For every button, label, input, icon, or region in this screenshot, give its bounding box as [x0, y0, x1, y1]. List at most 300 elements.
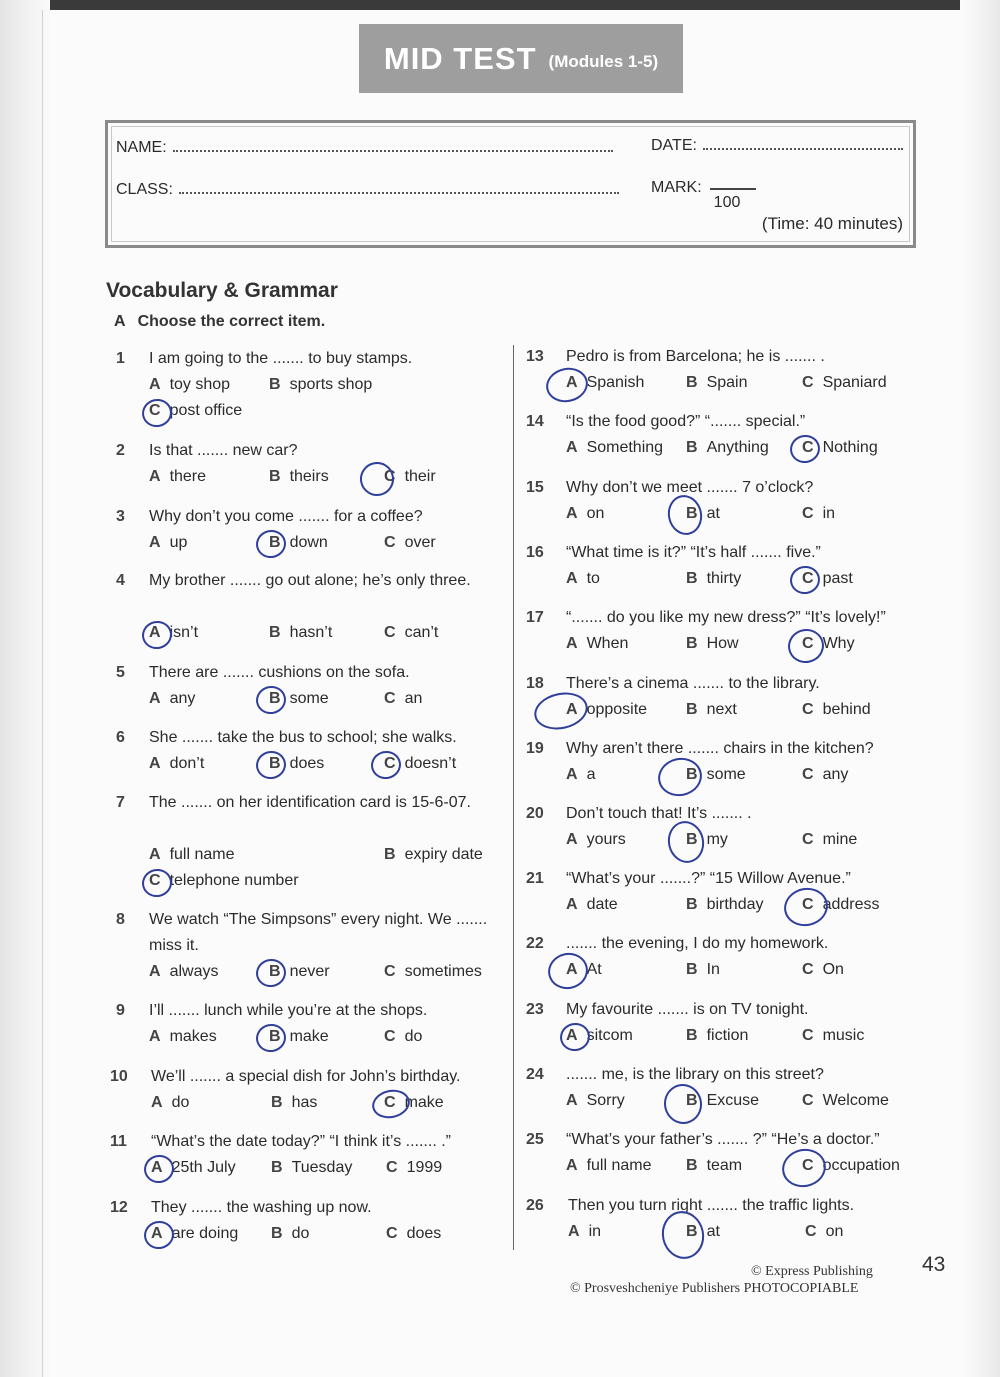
option-text: past: [822, 570, 853, 587]
option-letter: C: [802, 766, 814, 783]
question-text: Why aren’t there ....... chairs in the kitchen?: [566, 740, 874, 757]
option-a[interactable]: [566, 892, 618, 918]
option-text: are doing: [171, 1225, 239, 1242]
option-c[interactable]: [802, 501, 835, 527]
option-text: does: [289, 755, 325, 772]
option-text: do: [171, 1094, 190, 1111]
option-text: Spanish: [586, 374, 645, 391]
option-letter: A: [151, 1225, 163, 1242]
option-b[interactable]: [686, 697, 737, 723]
option-text: Why: [822, 635, 855, 652]
option-b[interactable]: [271, 1090, 317, 1116]
question-26: [526, 1193, 926, 1247]
question-number: 24: [526, 1066, 544, 1083]
question-text: “What’s the date today?” “I think it’s ....... .”: [151, 1133, 451, 1150]
option-text: down: [289, 534, 328, 551]
option-letter: C: [802, 374, 814, 391]
option-letter: C: [384, 1028, 396, 1045]
option-text: some: [289, 690, 329, 707]
option-text: in: [588, 1223, 602, 1240]
question-24: [526, 1062, 926, 1116]
option-text: don’t: [169, 755, 205, 772]
option-letter: B: [686, 831, 698, 848]
question-10: [110, 1064, 506, 1118]
option-text: yours: [586, 831, 626, 848]
question-number: 17: [526, 609, 544, 626]
question-text: ....... me, is the library on this street?: [566, 1066, 824, 1083]
option-letter: B: [686, 1223, 698, 1240]
option-letter: A: [566, 1092, 578, 1109]
option-text: do: [404, 1028, 423, 1045]
question-number: 2: [116, 442, 125, 459]
option-letter: C: [802, 1027, 814, 1044]
option-letter: C: [384, 468, 396, 485]
question-number: 23: [526, 1001, 544, 1018]
option-letter: A: [149, 846, 161, 863]
option-text: team: [706, 1157, 743, 1174]
question-number: 13: [526, 348, 544, 365]
option-text: isn’t: [169, 624, 199, 641]
question-15: [526, 475, 926, 529]
option-letter: A: [568, 1223, 580, 1240]
publisher-credit: © Express Publishing: [751, 1264, 873, 1279]
option-letter: B: [271, 1094, 283, 1111]
name-label: NAME:: [116, 139, 167, 156]
option-text: In: [706, 961, 720, 978]
date-row: [651, 137, 903, 155]
option-letter: A: [151, 1159, 163, 1176]
question-9: [116, 998, 506, 1052]
mark-label: MARK:: [651, 179, 702, 196]
question-text: Is that ....... new car?: [149, 442, 298, 459]
option-letter: B: [686, 766, 698, 783]
question-text: Don’t touch that! It’s ....... .: [566, 805, 752, 822]
option-c[interactable]: [802, 957, 844, 983]
question-number: 10: [110, 1068, 128, 1085]
option-letter: A: [566, 439, 578, 456]
option-letter: B: [686, 1027, 698, 1044]
scan-edge-top: [0, 0, 1000, 10]
question-17: [526, 605, 926, 659]
option-text: When: [586, 635, 629, 652]
option-text: theirs: [289, 468, 329, 485]
question-number: 12: [110, 1199, 128, 1216]
option-letter: B: [686, 1157, 698, 1174]
option-text: at: [706, 1223, 720, 1240]
question-14: [526, 409, 926, 463]
question-text: They ....... the washing up now.: [151, 1199, 372, 1216]
option-text: Sorry: [586, 1092, 625, 1109]
mark-total: 100: [713, 194, 741, 211]
option-text: occupation: [822, 1157, 900, 1174]
student-info-box: [105, 120, 916, 248]
option-text: 25th July: [171, 1159, 236, 1176]
date-label: DATE:: [651, 137, 697, 154]
option-c[interactable]: [802, 827, 857, 853]
question-text: Then you turn right ....... the traffic lights.: [568, 1197, 855, 1214]
option-letter: C: [802, 961, 814, 978]
mark-row: [651, 179, 756, 211]
option-text: At: [586, 961, 602, 978]
question-text: I’ll ....... lunch while you’re at the shops.: [149, 1002, 428, 1019]
question-25: [526, 1127, 926, 1181]
option-a[interactable]: [566, 1153, 651, 1179]
option-text: 1999: [406, 1159, 443, 1176]
option-text: any: [169, 690, 196, 707]
option-c[interactable]: [386, 1221, 441, 1247]
option-letter: C: [149, 402, 161, 419]
question-text: We’ll ....... a special dish for John’s birthday.: [151, 1068, 461, 1085]
option-letter: B: [686, 1092, 698, 1109]
name-row: [116, 139, 613, 157]
question-22: [526, 931, 926, 985]
option-text: How: [706, 635, 739, 652]
question-20: [526, 801, 926, 855]
option-letter: C: [386, 1159, 398, 1176]
option-letter: B: [269, 1028, 281, 1045]
question-number: 1: [116, 350, 125, 367]
option-a[interactable]: [568, 1219, 601, 1245]
question-number: 9: [116, 1002, 125, 1019]
option-a[interactable]: [149, 372, 230, 398]
option-letter: C: [384, 534, 396, 551]
option-letter: B: [686, 439, 698, 456]
test-title: MID TEST: [383, 40, 537, 76]
option-text: sports shop: [289, 376, 373, 393]
option-letter: C: [384, 1094, 396, 1111]
option-letter: A: [566, 831, 578, 848]
question-21: [526, 866, 926, 920]
option-b[interactable]: [269, 464, 329, 490]
option-text: date: [586, 896, 618, 913]
option-letter: B: [271, 1225, 283, 1242]
mark-fraction-line: [710, 188, 756, 190]
question-text: “....... do you like my new dress?” “It’s lovely!”: [566, 609, 886, 626]
option-text: post office: [169, 402, 243, 419]
option-c[interactable]: [802, 370, 887, 396]
option-b[interactable]: [384, 842, 483, 868]
question-text: Why don’t we meet ....... 7 o’clock?: [566, 479, 814, 496]
class-field[interactable]: [179, 188, 619, 194]
option-letter: B: [269, 690, 281, 707]
time-note: (Time: 40 minutes): [761, 214, 903, 233]
option-text: makes: [169, 1028, 217, 1045]
option-b[interactable]: [686, 566, 741, 592]
name-field[interactable]: [173, 146, 613, 152]
option-text: Anything: [706, 439, 769, 456]
option-b[interactable]: [269, 620, 332, 646]
option-c[interactable]: [384, 959, 482, 985]
option-a[interactable]: [149, 959, 218, 985]
option-b[interactable]: [686, 435, 769, 461]
option-letter: C: [805, 1223, 817, 1240]
question-number: 8: [116, 911, 125, 928]
option-letter: C: [386, 1225, 398, 1242]
option-letter: B: [686, 701, 698, 718]
test-title-banner: [359, 24, 683, 93]
option-letter: C: [149, 872, 161, 889]
option-b[interactable]: [271, 1221, 309, 1247]
option-c[interactable]: [384, 620, 438, 646]
option-letter: B: [269, 534, 281, 551]
option-letter: A: [149, 468, 161, 485]
option-text: make: [404, 1094, 444, 1111]
option-text: Spain: [706, 374, 748, 391]
option-letter: C: [384, 963, 396, 980]
option-text: a: [586, 766, 596, 783]
option-letter: B: [269, 624, 281, 641]
option-text: up: [169, 534, 188, 551]
option-letter: C: [802, 831, 814, 848]
question-text: ....... the evening, I do my homework.: [566, 935, 829, 952]
binding-line: [42, 10, 43, 1377]
option-b[interactable]: [686, 957, 720, 983]
option-a[interactable]: [149, 530, 187, 556]
option-text: does: [406, 1225, 442, 1242]
question-text: She ....... take the bus to school; she walks.: [149, 729, 457, 746]
option-letter: A: [566, 961, 578, 978]
copyright-notice: © Prosveshcheniye Publishers PHOTOCOPIABLE: [570, 1281, 859, 1296]
option-c[interactable]: [802, 1088, 889, 1114]
option-letter: C: [384, 624, 396, 641]
option-text: my: [706, 831, 728, 848]
option-a[interactable]: [566, 631, 628, 657]
option-text: mine: [822, 831, 858, 848]
option-letter: C: [802, 896, 814, 913]
option-letter: A: [566, 1157, 578, 1174]
option-letter: C: [802, 570, 814, 587]
option-a[interactable]: [566, 762, 595, 788]
option-letter: B: [686, 635, 698, 652]
option-text: Welcome: [822, 1092, 889, 1109]
option-letter: C: [802, 505, 814, 522]
option-b[interactable]: [271, 1155, 352, 1181]
option-text: an: [404, 690, 423, 707]
option-text: fiction: [706, 1027, 749, 1044]
option-letter: B: [384, 846, 396, 863]
option-a[interactable]: [149, 842, 234, 868]
option-text: On: [822, 961, 844, 978]
option-letter: B: [686, 570, 698, 587]
option-a[interactable]: [149, 1024, 217, 1050]
option-letter: A: [149, 755, 161, 772]
option-text: over: [404, 534, 436, 551]
option-text: Spaniard: [822, 374, 887, 391]
option-letter: C: [802, 701, 814, 718]
option-letter: B: [686, 505, 698, 522]
option-text: doesn’t: [404, 755, 457, 772]
column-divider: [513, 345, 514, 1250]
option-text: has: [291, 1094, 318, 1111]
option-letter: C: [384, 755, 396, 772]
option-letter: A: [566, 374, 578, 391]
option-c[interactable]: [805, 1219, 843, 1245]
question-number: 15: [526, 479, 544, 496]
option-c[interactable]: [802, 762, 848, 788]
question-text: “What’s your father’s ....... ?” “He’s a doctor.”: [566, 1131, 880, 1148]
question-text: There are ....... cushions on the sofa.: [149, 664, 410, 681]
option-letter: B: [269, 376, 281, 393]
option-text: music: [822, 1027, 865, 1044]
option-b[interactable]: [686, 631, 739, 657]
option-letter: C: [802, 439, 814, 456]
instruction-text: Choose the correct item.: [137, 313, 326, 330]
option-a[interactable]: [149, 751, 204, 777]
option-letter: C: [802, 1157, 814, 1174]
option-c[interactable]: [386, 1155, 442, 1181]
option-text: telephone number: [169, 872, 299, 889]
question-number: 7: [116, 794, 125, 811]
option-text: to: [586, 570, 600, 587]
option-a[interactable]: [566, 566, 600, 592]
question-number: 14: [526, 413, 544, 430]
question-number: 22: [526, 935, 544, 952]
option-letter: A: [149, 963, 161, 980]
instruction-letter: A: [114, 313, 126, 330]
question-23: [526, 997, 926, 1051]
option-text: sitcom: [586, 1027, 633, 1044]
option-letter: A: [566, 570, 578, 587]
question-text: My favourite ....... is on TV tonight.: [566, 1001, 809, 1018]
option-text: Tuesday: [291, 1159, 353, 1176]
question-text: Pedro is from Barcelona; he is ....... .: [566, 348, 825, 365]
question-text: “Is the food good?” “....... special.”: [566, 413, 806, 430]
option-letter: C: [802, 1092, 814, 1109]
question-text: “What time is it?” “It’s half ....... five.”: [566, 544, 821, 561]
question-text: Why don’t you come ....... for a coffee?: [149, 508, 423, 525]
instruction: [114, 313, 325, 331]
option-c[interactable]: [384, 530, 436, 556]
option-text: thirty: [706, 570, 742, 587]
class-row: [116, 181, 619, 199]
question-number: 4: [116, 572, 125, 589]
option-letter: B: [686, 374, 698, 391]
option-text: address: [822, 896, 880, 913]
option-letter: A: [566, 505, 578, 522]
option-letter: A: [151, 1094, 163, 1111]
option-a[interactable]: [566, 435, 663, 461]
option-text: do: [291, 1225, 310, 1242]
option-b[interactable]: [686, 892, 763, 918]
class-label: CLASS:: [116, 181, 173, 198]
question-8: [116, 907, 506, 987]
question-number: 11: [110, 1133, 127, 1150]
option-text: Nothing: [822, 439, 878, 456]
option-text: next: [706, 701, 737, 718]
option-letter: B: [269, 963, 281, 980]
option-text: Excuse: [706, 1092, 760, 1109]
question-number: 25: [526, 1131, 544, 1148]
test-subtitle: (Modules 1-5): [548, 51, 659, 71]
option-a[interactable]: [566, 501, 604, 527]
section-title: Vocabulary & Grammar: [106, 279, 338, 302]
question-18: [526, 671, 926, 725]
option-a[interactable]: [566, 827, 626, 853]
option-text: make: [289, 1028, 329, 1045]
question-number: 3: [116, 508, 125, 525]
question-12: [110, 1195, 506, 1249]
option-c[interactable]: [384, 1024, 422, 1050]
option-letter: A: [149, 534, 161, 551]
option-letter: A: [149, 376, 161, 393]
option-text: always: [169, 963, 219, 980]
option-text: there: [169, 468, 207, 485]
question-text: “What’s your .......?” “15 Willow Avenue.”: [566, 870, 851, 887]
question-number: 18: [526, 675, 544, 692]
question-4: [116, 568, 506, 648]
question-5: [116, 660, 506, 714]
option-c[interactable]: [802, 1023, 864, 1049]
option-text: toy shop: [169, 376, 231, 393]
option-text: opposite: [586, 701, 648, 718]
question-13: [526, 344, 926, 398]
option-c[interactable]: [384, 686, 422, 712]
option-text: on: [586, 505, 605, 522]
option-a[interactable]: [151, 1090, 189, 1116]
option-text: expiry date: [404, 846, 483, 863]
option-letter: B: [686, 961, 698, 978]
question-number: 20: [526, 805, 544, 822]
question-number: 21: [526, 870, 544, 887]
option-text: full name: [169, 846, 235, 863]
option-text: hasn’t: [289, 624, 333, 641]
question-text: The ....... on her identification card is 15-6-07.: [149, 794, 471, 811]
option-text: birthday: [706, 896, 764, 913]
option-letter: A: [149, 1028, 161, 1045]
option-a[interactable]: [149, 686, 195, 712]
option-b[interactable]: [269, 372, 372, 398]
question-11: [110, 1129, 506, 1183]
option-a[interactable]: [566, 1088, 625, 1114]
option-b[interactable]: [686, 1153, 742, 1179]
option-text: behind: [822, 701, 871, 718]
option-text: in: [822, 505, 836, 522]
question-number: 5: [116, 664, 125, 681]
option-c[interactable]: [802, 697, 871, 723]
option-letter: C: [384, 690, 396, 707]
option-b[interactable]: [686, 1023, 748, 1049]
option-a[interactable]: [149, 464, 206, 490]
option-letter: A: [149, 624, 161, 641]
page-number: 43: [922, 1253, 946, 1276]
question-number: 26: [526, 1197, 544, 1214]
option-text: sometimes: [404, 963, 482, 980]
option-text: on: [825, 1223, 844, 1240]
question-text: There’s a cinema ....... to the library.: [566, 675, 820, 692]
option-text: can’t: [404, 624, 439, 641]
option-letter: B: [269, 468, 281, 485]
question-number: 6: [116, 729, 125, 746]
question-16: [526, 540, 926, 594]
option-letter: A: [566, 635, 578, 652]
question-6: [116, 725, 506, 779]
question-3: [116, 504, 506, 558]
scan-edge-right: [960, 0, 1000, 1377]
option-text: Something: [586, 439, 664, 456]
option-letter: B: [269, 755, 281, 772]
option-b[interactable]: [686, 370, 747, 396]
option-text: some: [706, 766, 746, 783]
question-number: 16: [526, 544, 544, 561]
question-19: [526, 736, 926, 790]
option-letter: A: [566, 766, 578, 783]
question-text: We watch “The Simpsons” every night. We ....... miss it.: [149, 911, 488, 954]
date-field[interactable]: [703, 144, 903, 150]
option-letter: A: [149, 690, 161, 707]
option-text: their: [404, 468, 436, 485]
option-letter: A: [566, 1027, 578, 1044]
option-letter: A: [566, 701, 578, 718]
